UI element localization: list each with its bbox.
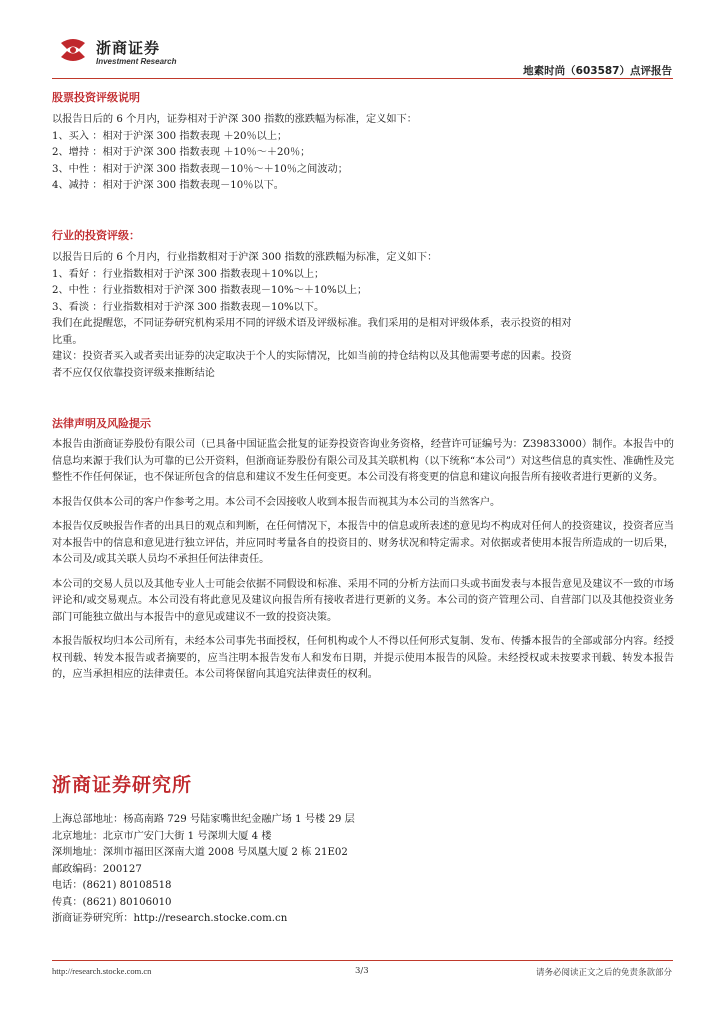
legal-paragraph: 本公司的交易人员以及其他专业人士可能会依据不同假设和标准、采用不同的分析方法而口头或书面发表与本报告意见及建议不一致的市场评论和/或交易观点。本公司没有将此意见及建议向报告所有接收者进行更新的义务。本公司的资产管理公司、自营部门以及其他投资业务部门可能独立做出与本报告中的意见或建议不一致的投资决策。 [52, 578, 674, 623]
contact-address-shenzhen: 深圳地址：深圳市福田区深南大道 2008 号凤凰大厦 2 栋 21E02 [52, 847, 348, 858]
industry-rating-body [52, 250, 674, 382]
industry-rating-line: 比重。 [52, 334, 83, 346]
footer-url[interactable]: http://research.stocke.com.cn [52, 966, 152, 976]
legal-paragraph: 本报告由浙商证券股份有限公司（已具备中国证监会批复的证券投资咨询业务资格，经营许可证编号为：Z39833000）制作。本报告中的信息均来源于我们认为可靠的已公开资料，但浙商证券股份有限公司及其关联机构（以下统称“本公司”）对这些信息的真实性、准确性及完整性不作任何保证，也不保证所包含的信息和建议不发生任何变更。本公司没有将变更的信息和建议向报告所有接收者进行更新的义务。 [52, 439, 674, 483]
stock-rating-line: 3、中性 ：相对于沪深 300 指数表现－10％～＋10％之间波动； [52, 163, 348, 175]
page-number: 3/3 [355, 966, 369, 976]
industry-rating-line: 2、中性 ：行业指数相对于沪深 300 指数表现－10%～＋10%以上； [52, 285, 368, 296]
logo-text: 浙商证券 [96, 39, 161, 57]
contact-phone: 电话：(8621) 80108518 [52, 880, 172, 891]
contact-postcode: 邮政编码：200127 [52, 863, 142, 875]
industry-rating-line: 3、看淡 ：行业指数相对于沪深 300 指数表现－10%以下。 [52, 301, 325, 313]
legal-title: 法律声明及风险提示 [52, 417, 151, 430]
report-title: 地素时尚（603587）点评报告 [523, 65, 672, 77]
company-logo-icon [57, 35, 89, 65]
contact-address-beijing: 北京地址：北京市广安门大街 1 号深圳大厦 4 楼 [52, 830, 272, 842]
industry-rating-line: 1、看好 ：行业指数相对于沪深 300 指数表现＋10%以上； [52, 268, 325, 280]
contact-block [52, 812, 674, 928]
research-institute-title: 浙商证券研究所 [52, 774, 193, 796]
logo-subtitle: Investment Research [96, 57, 177, 66]
stock-rating-body [52, 112, 674, 195]
stock-rating-line: 4、减持 ：相对于沪深 300 指数表现－10％以下。 [52, 180, 284, 191]
footer-disclaimer-note: 请务必阅读正文之后的免责条款部分 [535, 968, 672, 978]
contact-address-shanghai: 上海总部地址：杨高南路 729 号陆家嘴世纪金融广场 1 号楼 29 层 [52, 814, 355, 825]
footer-divider [52, 960, 673, 961]
industry-rating-line: 建议：投资者买入或者卖出证券的决定取决于个人的实际情况，比如当前的持仓结构以及其他需要考虑的因素。投资 [52, 351, 572, 362]
industry-rating-line: 以报告日后的 6 个月内，行业指数相对于沪深 300 指数的涨跌幅为标准，定义如下： [52, 252, 438, 263]
legal-paragraph: 本报告仅供本公司的客户作参考之用。本公司不会因接收人收到本报告而视其为本公司的当然客户。 [52, 496, 501, 508]
stock-rating-line: 2、增持 ：相对于沪深 300 指数表现 ＋10％～＋20％； [52, 147, 311, 158]
stock-rating-line: 以报告日后的 6 个月内，证券相对于沪深 300 指数的涨跌幅为标准，定义如下： [52, 114, 417, 125]
contact-fax: 传真：(8621) 80106010 [52, 896, 172, 908]
header-divider [52, 78, 673, 79]
industry-rating-line: 者不应仅仅依靠投资评级来推断结论 [52, 367, 215, 379]
stock-rating-line: 1、买入 ：相对于沪深 300 指数表现 ＋20％以上； [52, 130, 288, 142]
industry-rating-line: 我们在此提醒您，不同证券研究机构采用不同的评级术语及评级标准。我们采用的是相对评级体系，表示投资的相对 [52, 318, 572, 329]
legal-paragraph: 本报告仅反映报告作者的出具日的观点和判断，在任何情况下，本报告中的信息或所表述的意见均不构成对任何人的投资建议，投资者应当对本报告中的信息和意见进行独立评估，并应同时考量各自的投资目的、财务状况和特定需求。对依据或者使用本报告所造成的一切后果，本公司及/或其关联人员均不承担任何法律责任。 [52, 521, 674, 565]
industry-rating-title: 行业的投资评级： [52, 229, 140, 242]
legal-body [52, 437, 674, 692]
contact-website: 浙商证券研究所：http://research.stocke.com.cn [52, 913, 288, 924]
legal-paragraph: 本报告版权均归本公司所有，未经本公司事先书面授权，任何机构或个人不得以任何形式复制、发布、传播本报告的全部或部分内容。经授权刊载、转发本报告或者摘要的，应当注明本报告发布人和发布日期，并提示使用本报告的风险。未经授权或未按要求刊载、转发本报告的，应当承担相应的法律责任。本公司将保留向其追究法律责任的权利。 [52, 636, 674, 680]
stock-rating-title: 股票投资评级说明 [52, 91, 140, 104]
